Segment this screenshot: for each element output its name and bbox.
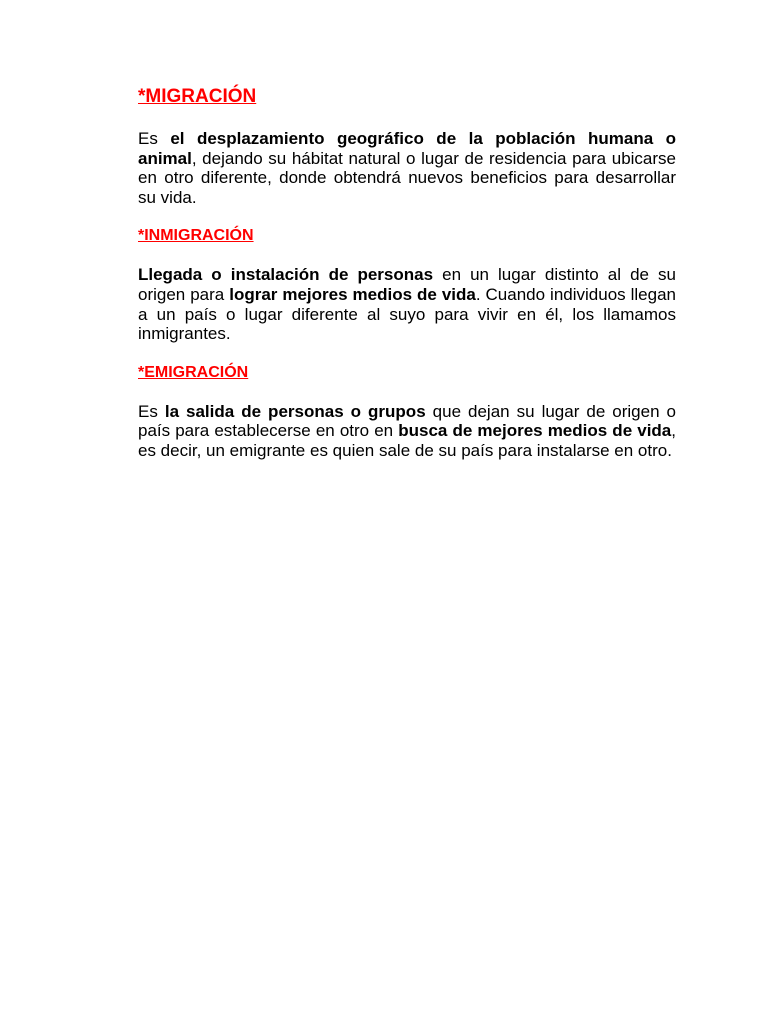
- bold-text-segment: Llegada o instalación de personas: [138, 265, 434, 285]
- document-page: [138, 84, 676, 480]
- text-segment: , es decir, un emigrante es quien sale de su país para instalarse en otro.: [138, 421, 676, 460]
- text-segment: Es: [138, 129, 171, 148]
- text-segment: . Cuando individuos llegan a un país o lugar diferente al suyo para vivir en él, los llamamos inmigrantes.: [138, 284, 676, 344]
- heading-emigracion: *EMIGRACIÓN: [138, 363, 249, 381]
- text-segment: Es: [138, 401, 165, 421]
- paragraph-inmigracion: [138, 265, 676, 343]
- heading-inmigracion: *INMIGRACIÓN: [138, 227, 254, 245]
- bold-text-segment: lograr mejores medios de vida: [229, 284, 476, 304]
- paragraph-emigracion: [138, 402, 676, 461]
- text-segment: que dejan su lugar de origen o país para establecerse en otro en: [138, 401, 677, 441]
- text-segment: , dejando su hábitat natural o lugar de residencia para ubicarse en otro diferente, donde obtendrá nuevos beneficios para desarrollar su vida.: [138, 148, 676, 207]
- paragraph-migracion: [138, 129, 676, 207]
- bold-text-segment: el desplazamiento geográfico de la población humana o animal: [138, 129, 677, 168]
- bold-text-segment: busca de mejores medios de vida: [398, 421, 672, 441]
- heading-migracion: *MIGRACIÓN: [138, 86, 257, 107]
- bold-text-segment: la salida de personas o grupos: [164, 401, 426, 421]
- text-segment: en un lugar distinto al de su origen para: [138, 265, 676, 304]
